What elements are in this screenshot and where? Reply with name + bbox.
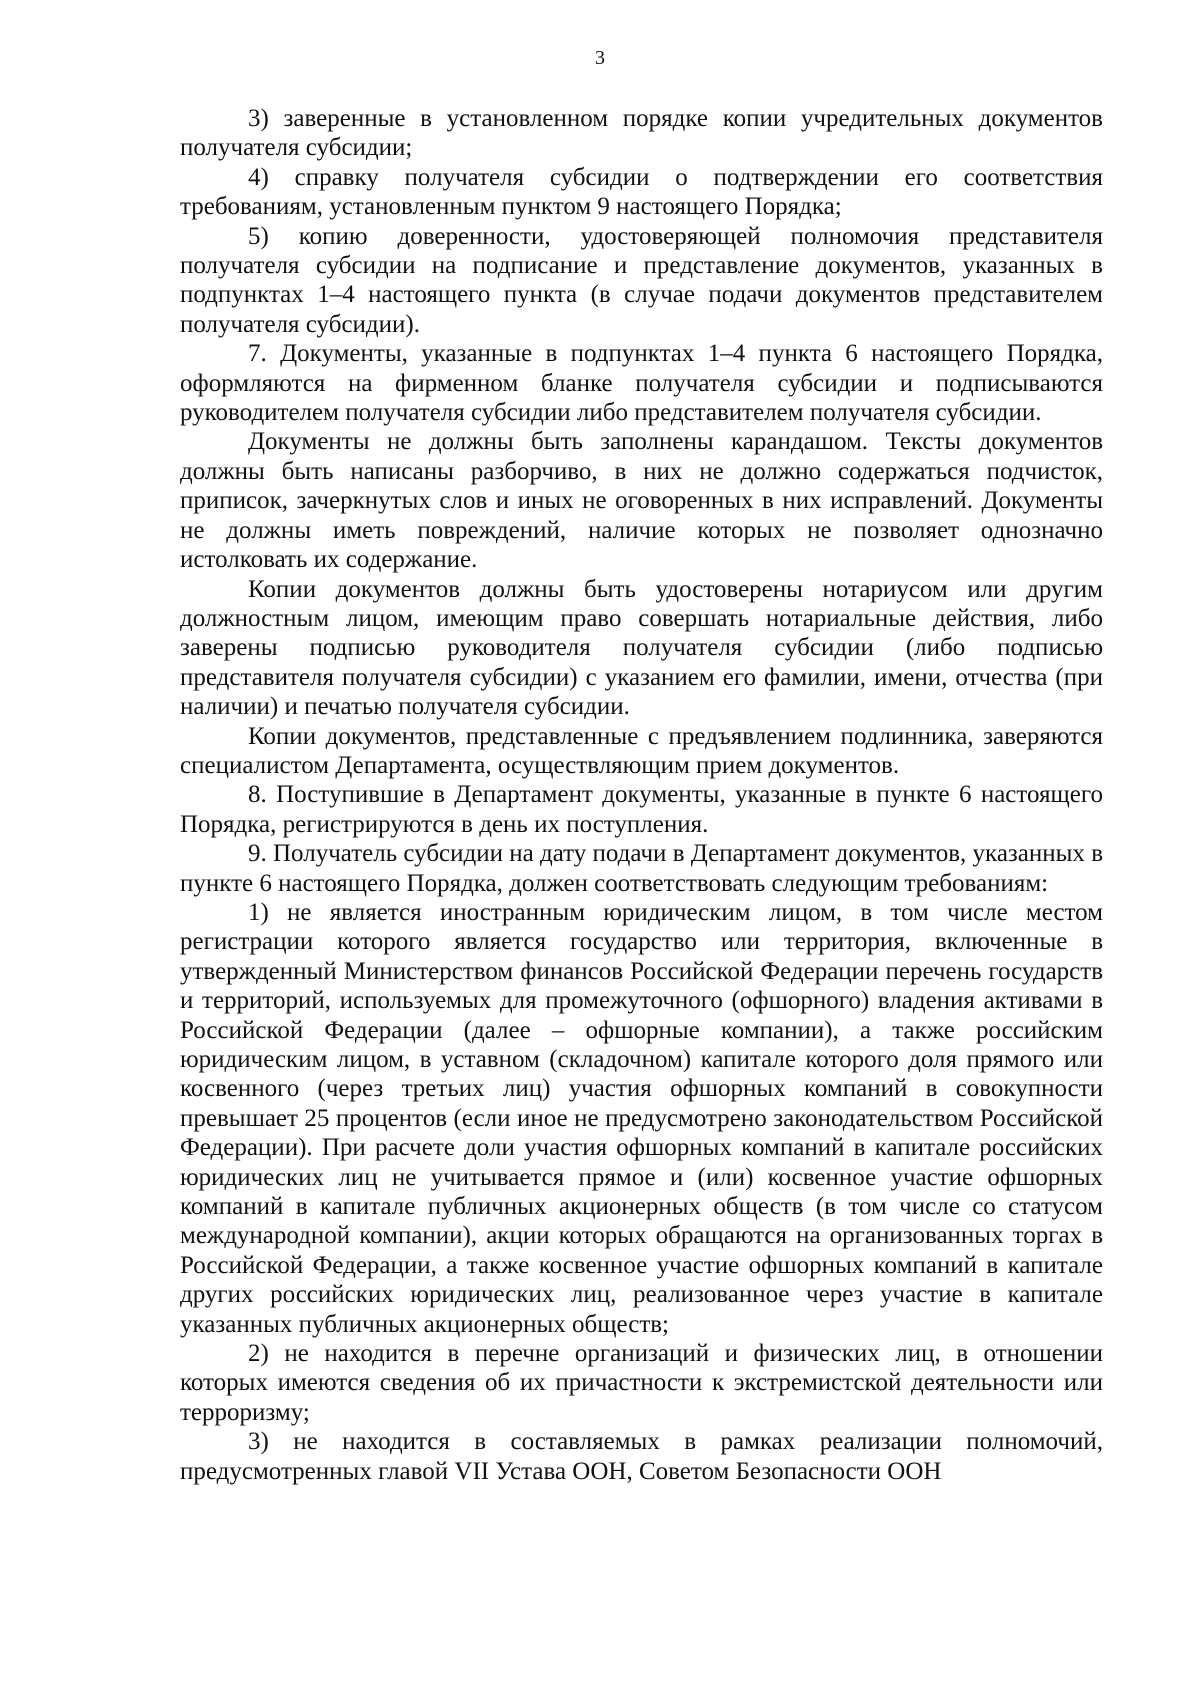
paragraph-requirement-2-extremism: 2) не находится в перечне организаций и физических лиц, в отношении которых имеются сведения об их причастности к экстремистской деятельности или терроризму;: [180, 1340, 1103, 1426]
paragraph-item-3-founding-docs: 3) заверенные в установленном порядке копии учредительных документов получателя субсидии;: [180, 105, 1103, 162]
paragraph-clause-9: 9. Получатель субсидии на дату подачи в Департамент документов, указанных в пункте 6 настоящего Порядка, должен соответствовать следующим требованиям:: [180, 840, 1103, 897]
paragraph-item-5-power-of-attorney: 5) копию доверенности, удостоверяющей полномочия представителя получателя субсидии на подписание и представление документов, указанных в подпунктах 1–4 настоящего пункта (в случае подачи документов представителем получателя субсидии).: [180, 222, 1103, 338]
paragraph-clause-7: 7. Документы, указанные в подпунктах 1–4 пункта 6 настоящего Порядка, оформляются на фирменном бланке получателя субсидии и подписываются руководителем получателя субсидии либо представителем получателя субсидии.: [180, 340, 1103, 427]
paragraph-document-requirements: Документы не должны быть заполнены карандашом. Тексты документов должны быть написаны разборчиво, в них не должно содержаться подчисток, приписок, зачеркнутых слов и иных не оговоренных в них исправлений. Документы не должны иметь повреждений, наличие которых не позволяет однозначно истолковать их содержание.: [180, 428, 1103, 574]
paragraph-item-4-compliance-certificate: 4) справку получателя субсидии о подтверждении его соответствия требованиям, установленным пунктом 9 настоящего Порядка;: [180, 163, 1103, 221]
paragraph-copy-verification: Копии документов, представленные с предъявлением подлинника, заверяются специалистом Департамента, осуществляющим прием документов.: [180, 722, 1103, 779]
paragraph-copy-certification: Копии документов должны быть удостоверены нотариусом или другим должностным лицом, имеющим право совершать нотариальные действия, либо заверены подписью руководителя получателя субсидии (либо подписью представителя получателя субсидии) с указанием его фамилии, имени, отчества (при наличии) и печатью получателя субсидии.: [180, 575, 1103, 721]
page-number: 3: [595, 47, 605, 69]
document-body: [180, 104, 1103, 1486]
paragraph-clause-8: 8. Поступившие в Департамент документы, указанные в пункте 6 настоящего Порядка, регистрируются в день их поступления.: [180, 781, 1103, 838]
paragraph-requirement-1-offshore: 1) не является иностранным юридическим лицом, в том числе местом регистрации которого является государство или территория, включенные в утвержденный Министерством финансов Российской Федерации перечень государств и территорий, используемых для промежуточного (офшорного) владения активами в Российской Федерации (далее – офшорные компании), а также российским юридическим лицом, в уставном (складочном) капитале которого доля прямого или косвенного (через третьих лиц) участия офшорных компаний в совокупности превышает 25 процентов (если иное не предусмотрено законодательством Российской Федерации). При расчете доли участия офшорных компаний в капитале российских юридических лиц не учитывается прямое и (или) косвенное участие офшорных компаний в капитале публичных акционерных обществ (в том числе со статусом международной компании), акции которых обращаются на организованных торгах в Российской Федерации, а также косвенное участие офшорных компаний в капитале других российских юридических лиц, реализованное через участие в капитале указанных публичных акционерных обществ;: [180, 898, 1103, 1338]
paragraph-requirement-3-un-sanctions: 3) не находится в составляемых в рамках реализации полномочий, предусмотренных главой VII Устава ООН, Советом Безопасности ООН: [180, 1428, 1103, 1485]
